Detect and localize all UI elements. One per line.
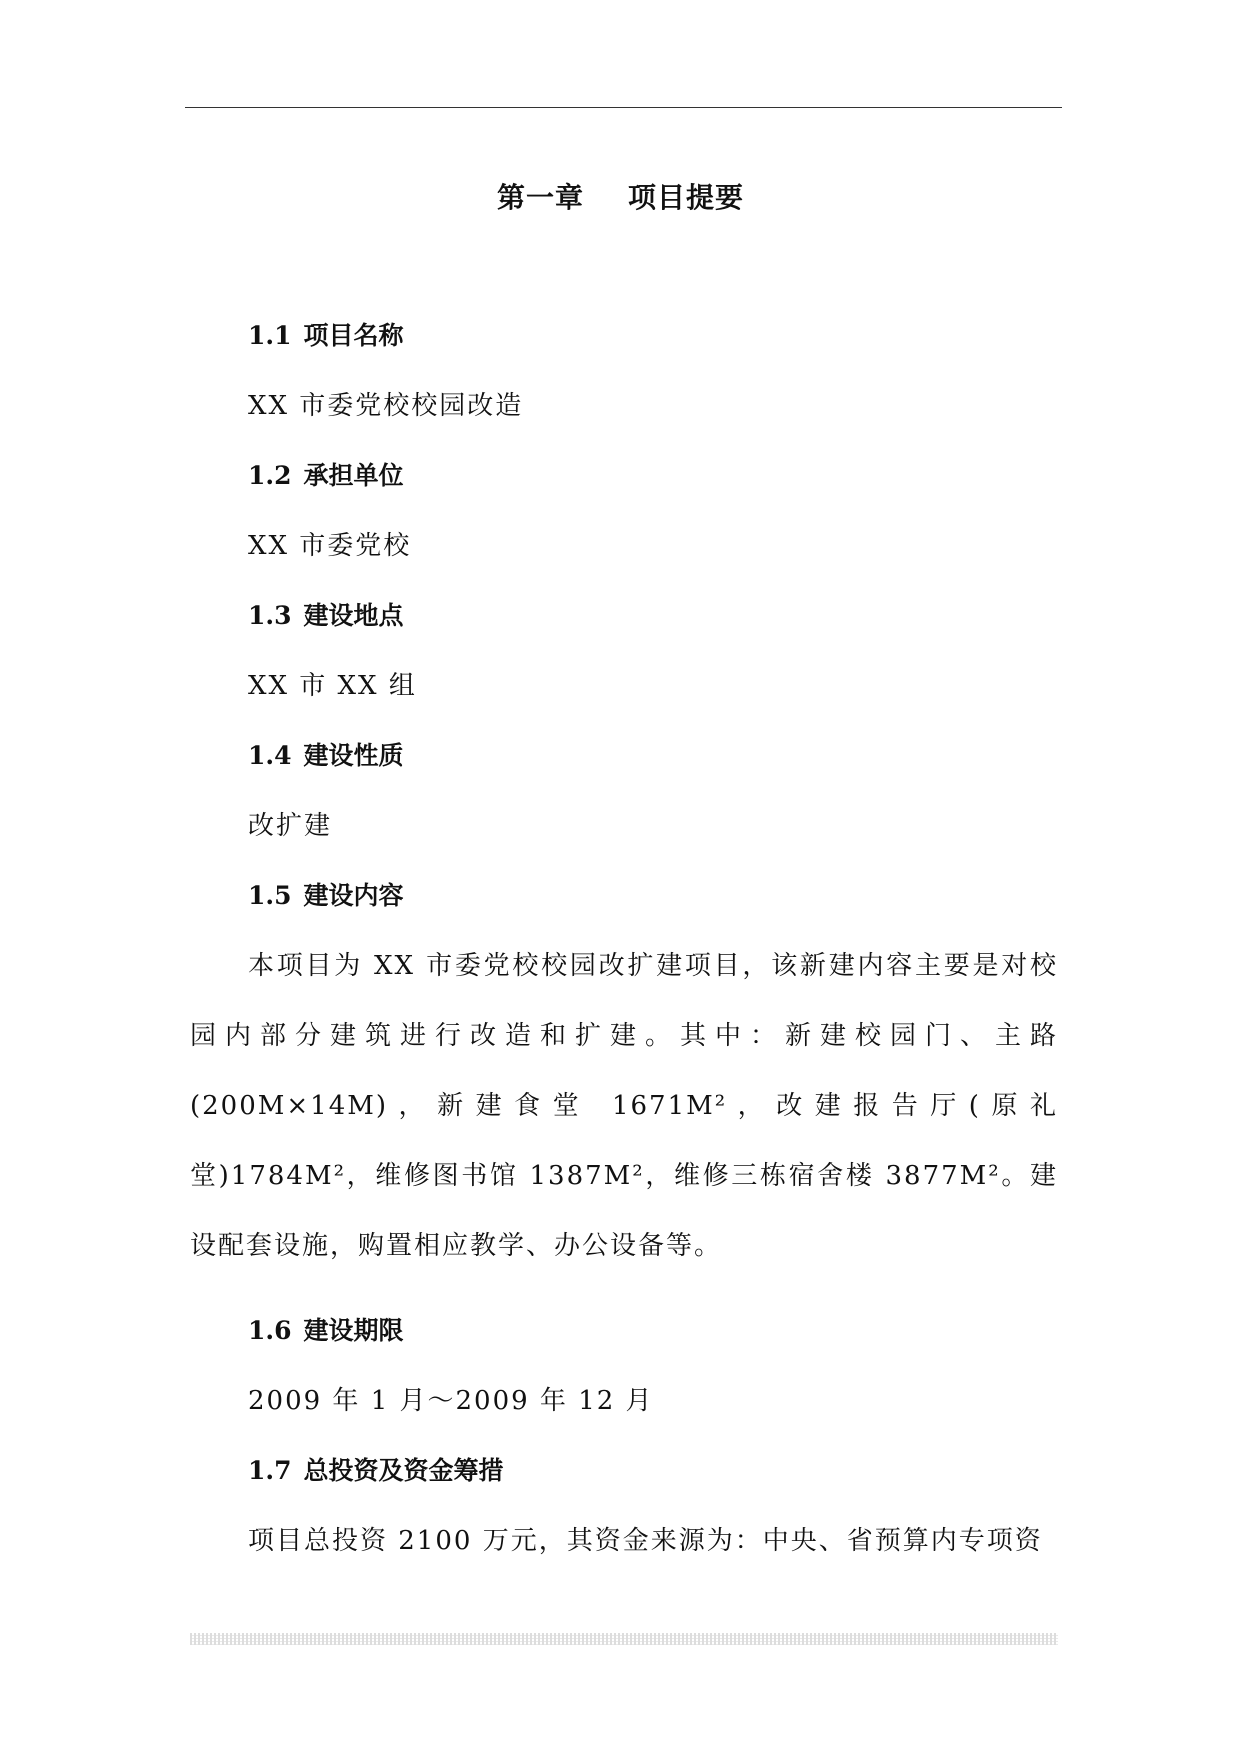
chapter-number: 第一章 (496, 181, 584, 214)
section-title: 总投资及资金筹措 (303, 1456, 504, 1485)
header-rule (185, 107, 1062, 108)
section-heading-1-1 (248, 318, 404, 354)
section-body-1-5: 本项目为 XX 市委党校校园改扩建项目，该新建内容主要是对校园内部分建筑进行改造和扩建。其中：新建校园门、主路(200M×14M)，新建食堂 1671M²，改建报告厅(原礼堂)1784M²，维修图书馆 1387M²，维修三栋宿舍楼 3877M²。建设配套设施，购置相应教学、办公设备等。 (190, 951, 1058, 1261)
section-body-1-4: 改扩建 (248, 811, 333, 841)
section-body-1-3: XX 市 XX 组 (248, 671, 417, 701)
section-heading-1-2 (248, 458, 404, 494)
section-number: 1.4 (248, 741, 292, 770)
chapter-name: 项目提要 (628, 181, 745, 214)
section-body-1-6: 2009 年 1 月～2009 年 12 月 (248, 1386, 654, 1416)
section-number: 1.1 (248, 321, 292, 350)
section-title: 项目名称 (303, 321, 404, 350)
section-title: 建设内容 (303, 881, 404, 910)
section-number: 1.2 (248, 461, 292, 490)
section-body-1-7: 项目总投资 2100 万元，其资金来源为：中央、省预算内专项资 (248, 1526, 1043, 1556)
section-number: 1.7 (248, 1456, 292, 1485)
section-number: 1.3 (248, 601, 292, 630)
section-heading-1-6 (248, 1313, 404, 1349)
footer-texture (190, 1633, 1058, 1645)
section-number: 1.6 (248, 1316, 292, 1345)
section-title: 建设性质 (303, 741, 404, 770)
section-body-1-1: XX 市委党校校园改造 (248, 391, 524, 421)
chapter-title (0, 178, 1241, 218)
section-number: 1.5 (248, 881, 292, 910)
section-body-1-2: XX 市委党校 (248, 531, 412, 561)
section-heading-1-3 (248, 598, 404, 634)
section-heading-1-5 (248, 878, 404, 914)
section-heading-1-7 (248, 1453, 504, 1489)
section-title: 承担单位 (303, 461, 404, 490)
section-title: 建设地点 (303, 601, 404, 630)
section-heading-1-4 (248, 738, 404, 774)
section-title: 建设期限 (303, 1316, 404, 1345)
